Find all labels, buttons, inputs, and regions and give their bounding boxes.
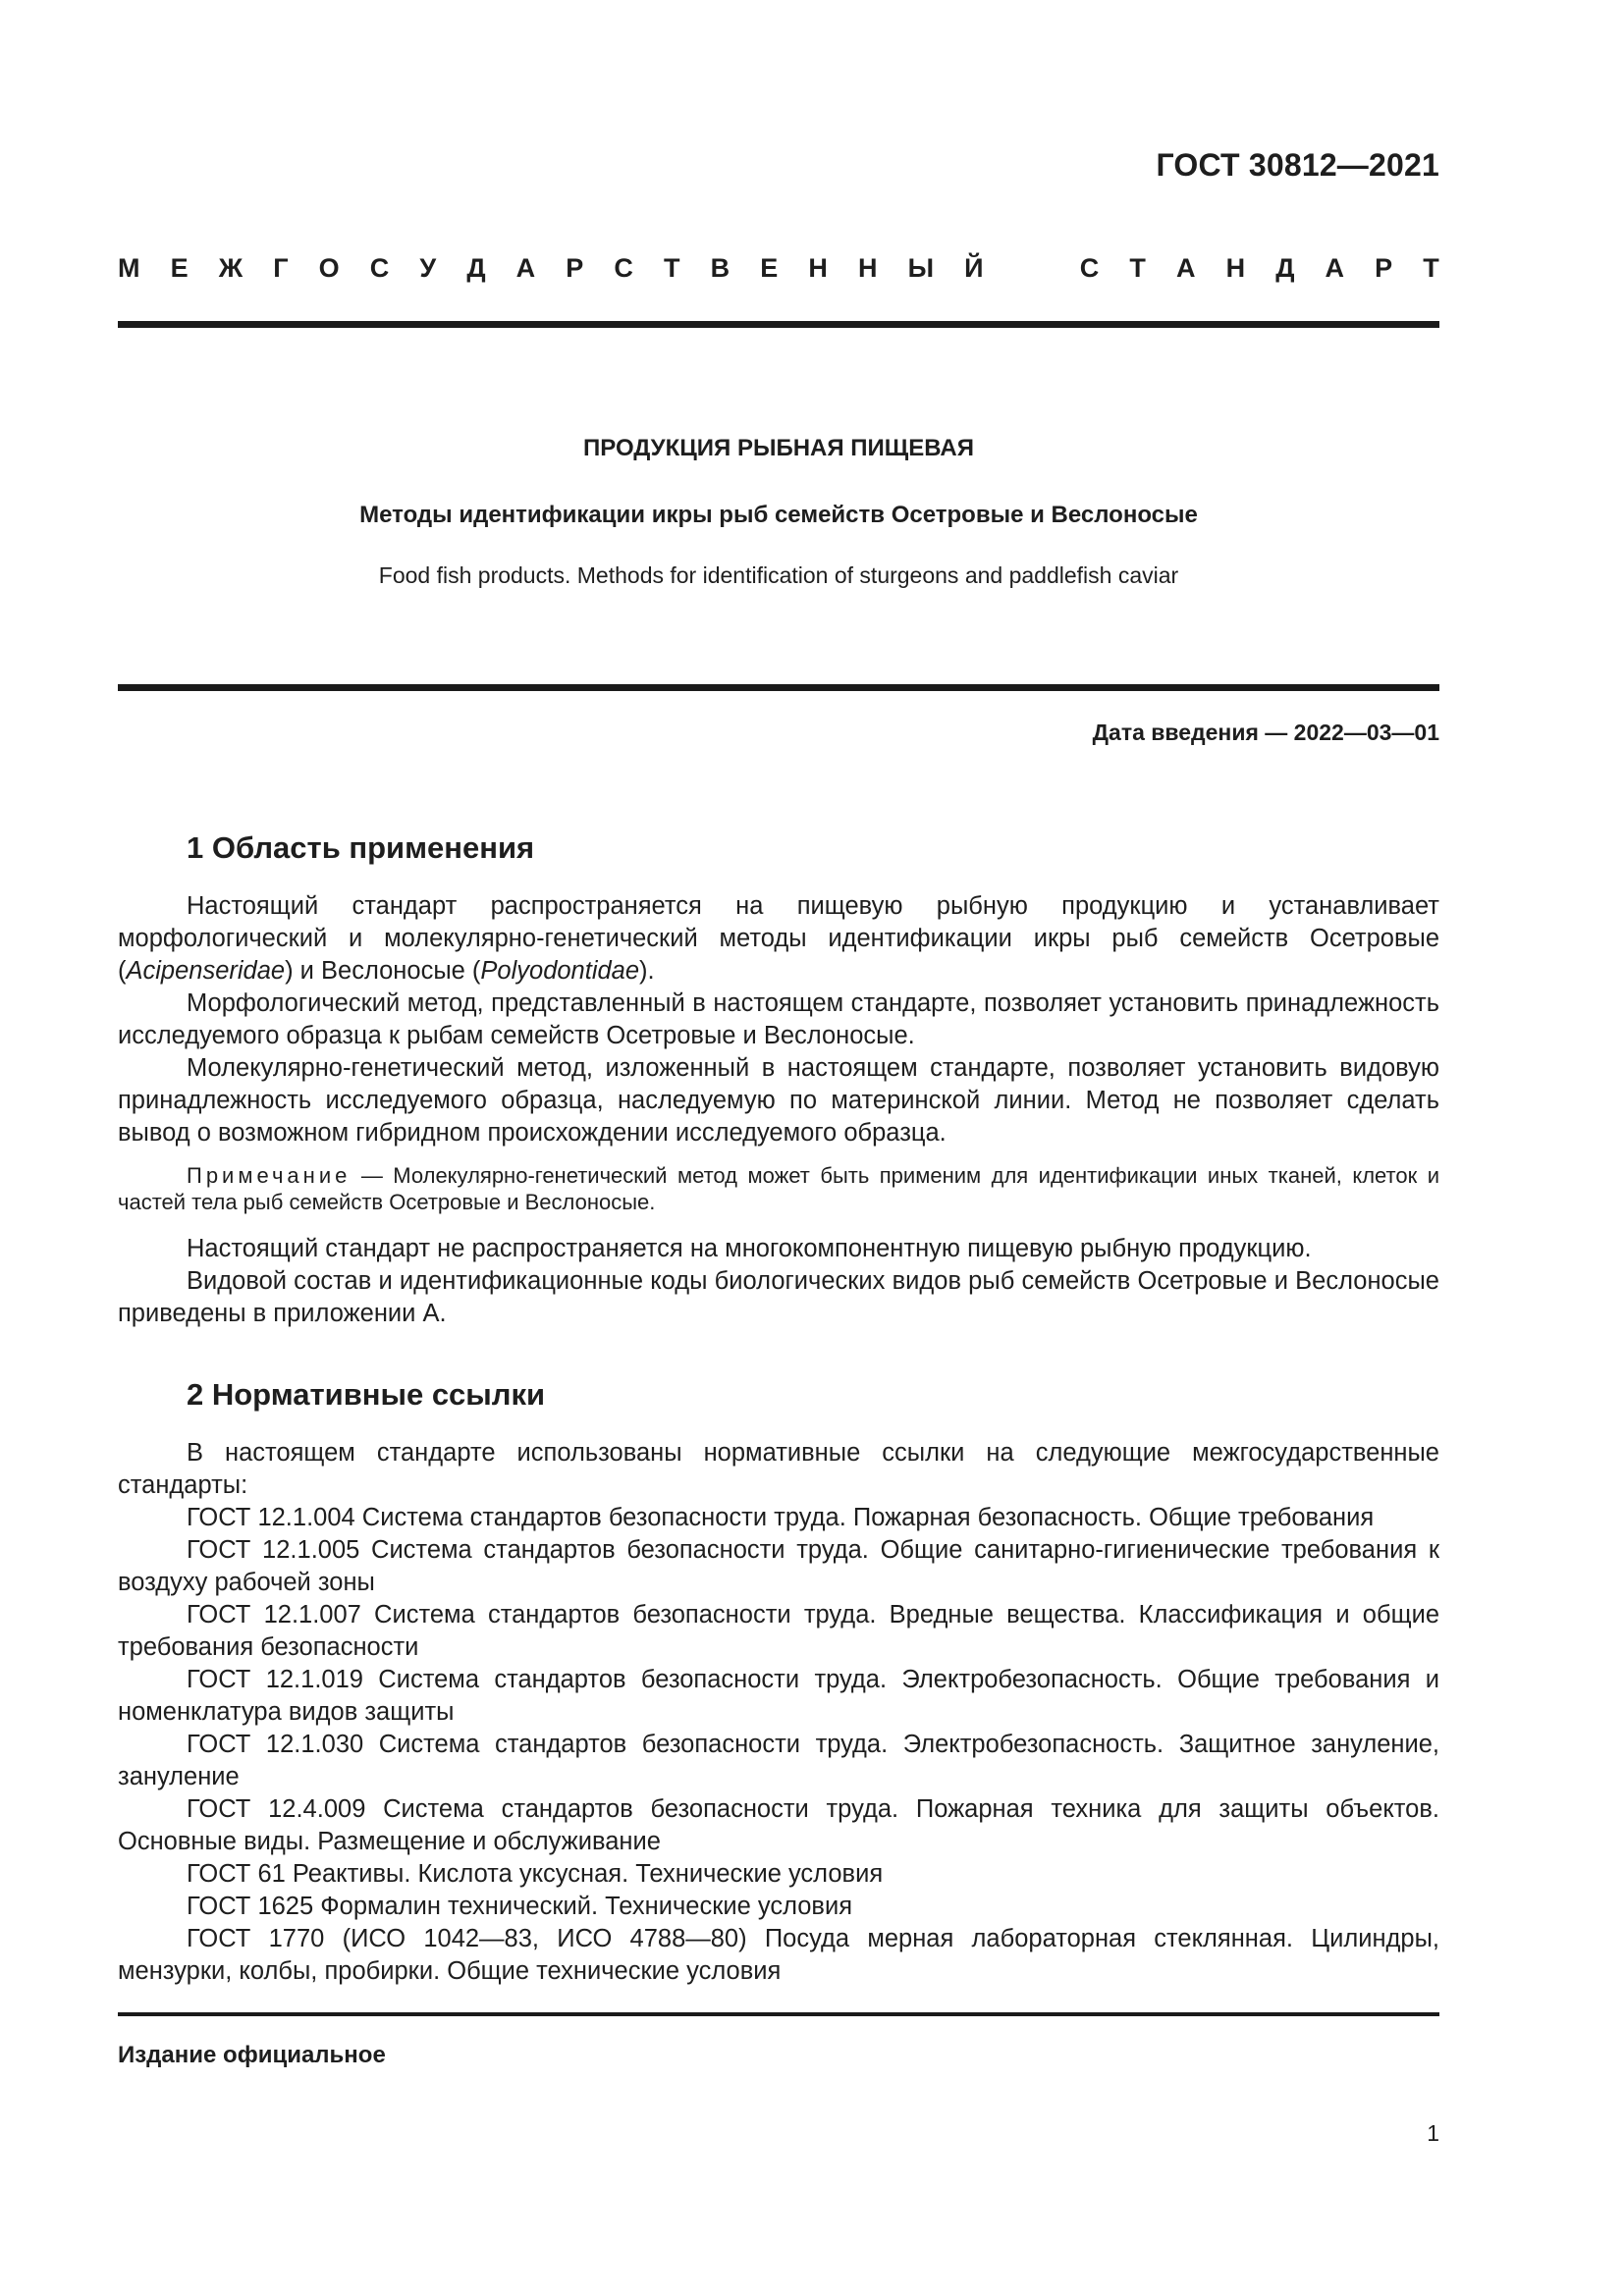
section-1-paragraph-4: Настоящий стандарт не распространяется на многокомпонентную пищевую рыбную продукцию. xyxy=(187,1235,1312,1262)
document-page xyxy=(118,0,1439,2296)
section-1-paragraph-3: Молекулярно-генетический метод, изложенный в настоящем стандарте, позволяет установить видовую принадлежность исследуемого образца, наследуемую по материнской линии. Метод не позволяет сделать вывод о возможном гибридном происхождении исследуемого образца. xyxy=(118,1054,1439,1147)
banner-letter: Т xyxy=(1129,253,1146,283)
p1-text-c: ). xyxy=(639,957,655,985)
banner-letter: Р xyxy=(566,253,584,283)
standard-type-banner xyxy=(118,253,1439,284)
section-2-heading: 2 Нормативные ссылки xyxy=(187,1377,546,1412)
reference-item: ГОСТ 12.1.019 Система стандартов безопасности труда. Электробезопасность. Общие требования и номенклатура видов защиты xyxy=(118,1666,1439,1726)
banner-letter: Д xyxy=(466,253,486,283)
banner-letter: Й xyxy=(964,253,984,283)
introduction-date: Дата введения — 2022—03—01 xyxy=(1092,720,1439,745)
page-number: 1 xyxy=(1427,2120,1439,2146)
banner-letter: Р xyxy=(1375,253,1393,283)
banner-letter: Ж xyxy=(218,253,244,283)
section-1-heading: 1 Область применения xyxy=(187,830,535,865)
latin-name-acipenseridae: Acipenseridae xyxy=(126,957,286,985)
banner-letter: С xyxy=(369,253,390,283)
reference-item: ГОСТ 61 Реактивы. Кислота уксусная. Технические условия xyxy=(187,1860,884,1888)
banner-letter: Т xyxy=(664,253,680,283)
banner-letter: Е xyxy=(170,253,189,283)
banner-letter: Н xyxy=(857,253,878,283)
banner-letter: Г xyxy=(273,253,289,283)
note-label: Примечание xyxy=(187,1163,352,1188)
banner-letter: Н xyxy=(1225,253,1246,283)
banner-letter: А xyxy=(1325,253,1345,283)
section-1-note xyxy=(118,1162,1439,1215)
reference-item: ГОСТ 1770 (ИСО 1042—83, ИСО 4788—80) Посуда мерная лабораторная стеклянная. Цилиндры, мензурки, колбы, пробирки. Общие технические условия xyxy=(118,1925,1439,1985)
banner-letter: О xyxy=(318,253,340,283)
document-number: ГОСТ 30812—2021 xyxy=(1156,147,1439,183)
banner-letter: Н xyxy=(808,253,828,283)
latin-name-polyodontidae: Polyodontidae xyxy=(480,957,640,985)
section-1-paragraph-5: Видовой состав и идентификационные коды биологических видов рыб семейств Осетровые и Веслоносые приведены в приложении А. xyxy=(118,1267,1439,1327)
p1-text-b: ) и Веслоносые ( xyxy=(285,957,481,985)
banner-letter: Т xyxy=(1423,253,1439,283)
reference-item: ГОСТ 12.4.009 Система стандартов безопасности труда. Пожарная техника для защиты объектов. Основные виды. Размещение и обслуживание xyxy=(118,1795,1439,1855)
section-1-paragraph-1 xyxy=(118,890,1439,988)
p1-text-a: Настоящий стандарт распространяется на пищевую рыбную продукцию и устанавливает морфологический и молекулярно-генетический методы идентификации икры рыб семейств Осетровые ( xyxy=(118,892,1439,985)
banner-letter: М xyxy=(118,253,140,283)
banner-letter: Д xyxy=(1275,253,1295,283)
note-text: — Молекулярно-генетический метод может быть применим для идентификации иных тканей, клеток и частей тела рыб семейств Осетровые и Веслоносые. xyxy=(118,1163,1439,1214)
reference-item: ГОСТ 12.1.030 Система стандартов безопасности труда. Электробезопасность. Защитное зануление, зануление xyxy=(118,1731,1439,1790)
banner-letter: С xyxy=(614,253,633,283)
reference-item: ГОСТ 1625 Формалин технический. Технические условия xyxy=(187,1893,853,1920)
banner-letter: Ы xyxy=(907,253,935,283)
header-rule xyxy=(118,321,1439,328)
footer-rule xyxy=(118,2012,1439,2016)
document-title-english: Food fish products. Methods for identification of sturgeons and paddlefish caviar xyxy=(378,562,1179,588)
reference-item: ГОСТ 12.1.004 Система стандартов безопасности труда. Пожарная безопасность. Общие требования xyxy=(187,1504,1375,1531)
banner-word-gap xyxy=(1014,253,1050,284)
banner-letter: Е xyxy=(760,253,779,283)
banner-letter: А xyxy=(515,253,536,283)
document-subtitle: Методы идентификации икры рыб семейств Осетровые и Веслоносые xyxy=(359,502,1198,528)
banner-letter: А xyxy=(1175,253,1196,283)
banner-letter: У xyxy=(419,253,437,283)
banner-letter: С xyxy=(1079,253,1100,283)
section-2-intro: В настоящем стандарте использованы нормативные ссылки на следующие межгосударственные стандарты: xyxy=(118,1439,1439,1499)
document-title: ПРОДУКЦИЯ РЫБНАЯ ПИЩЕВАЯ xyxy=(583,435,974,461)
section-1-paragraph-2: Морфологический метод, представленный в настоящем стандарте, позволяет установить принадлежность исследуемого образца к рыбам семейств Осетровые и Веслоносые. xyxy=(118,989,1439,1049)
reference-item: ГОСТ 12.1.005 Система стандартов безопасности труда. Общие санитарно-гигиенические требования к воздуху рабочей зоны xyxy=(118,1536,1439,1596)
banner-letter: В xyxy=(710,253,731,283)
edition-label: Издание официальное xyxy=(118,2042,386,2068)
title-rule xyxy=(118,684,1439,691)
reference-item: ГОСТ 12.1.007 Система стандартов безопасности труда. Вредные вещества. Классификация и общие требования безопасности xyxy=(118,1601,1439,1661)
